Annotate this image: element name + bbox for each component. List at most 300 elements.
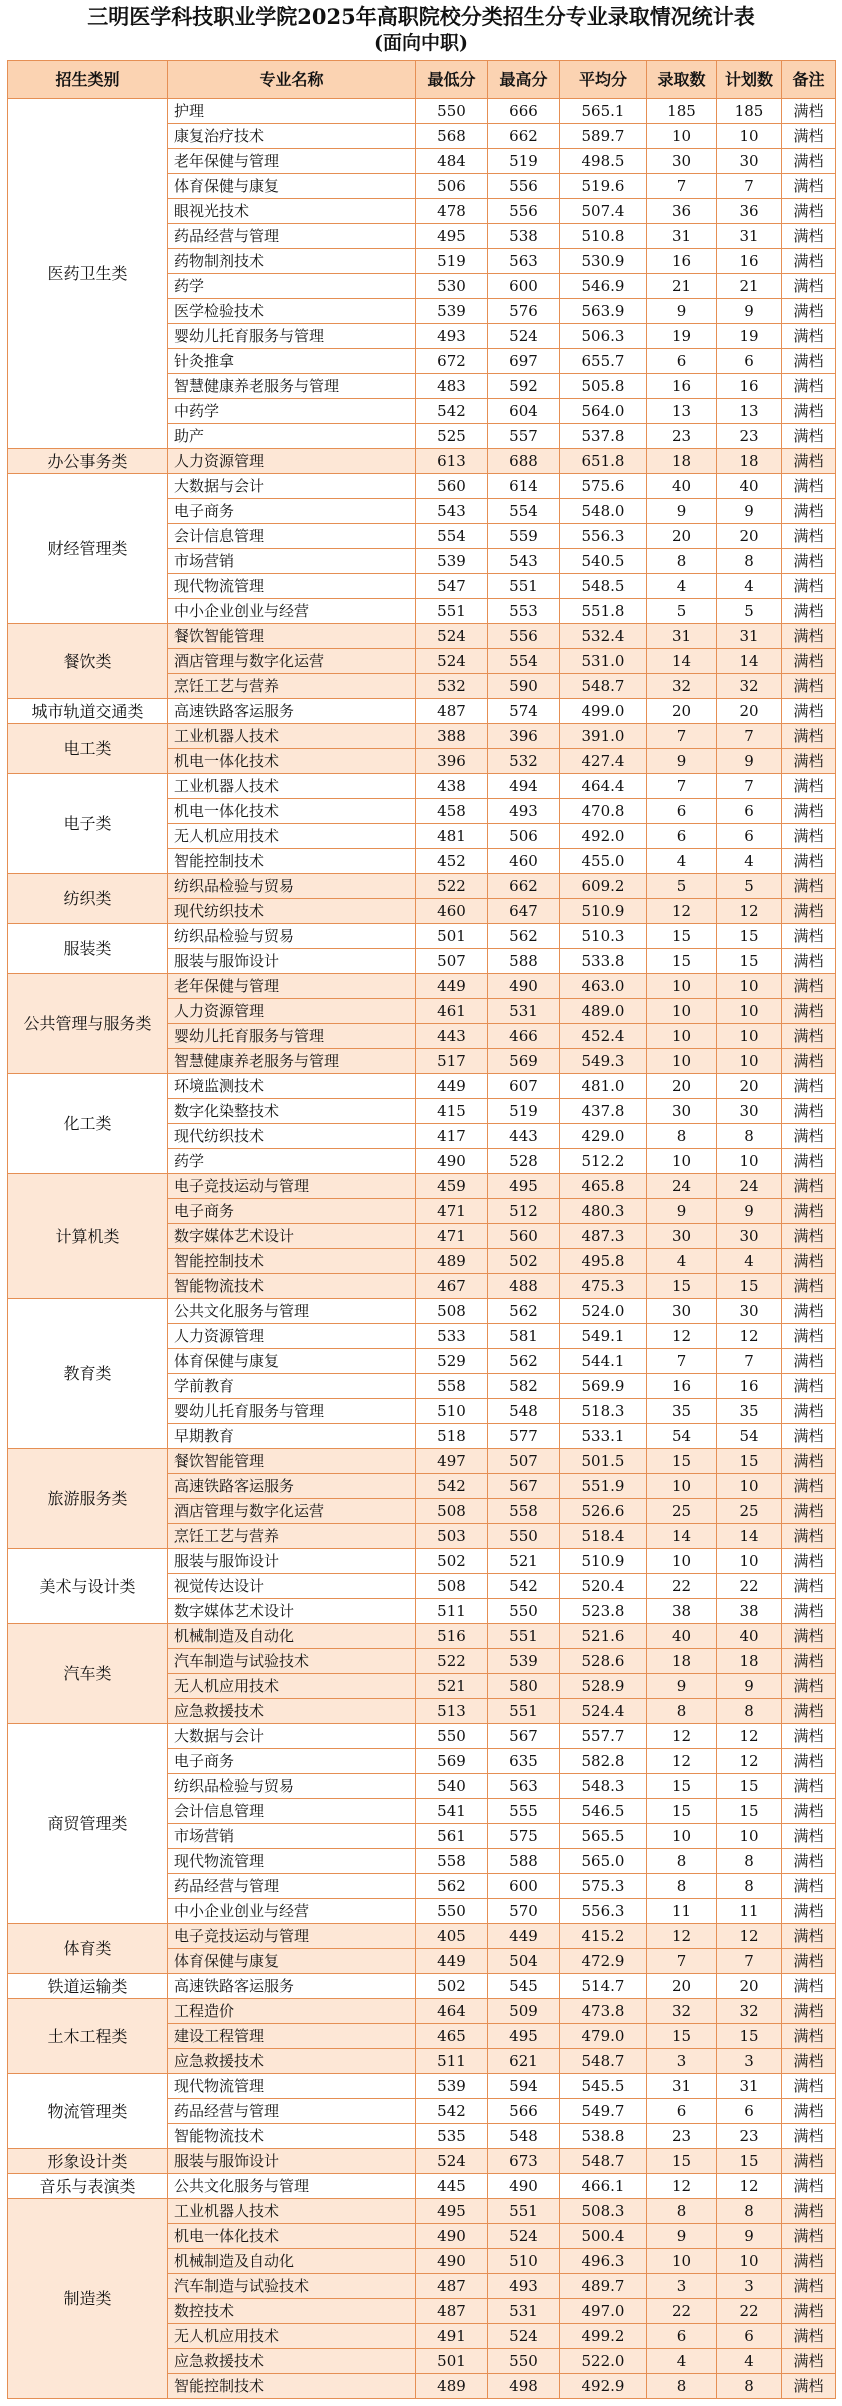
- category-cell: 公共管理与服务类: [8, 974, 168, 1074]
- remark-cell: 满档: [782, 2149, 836, 2174]
- admitted-count-cell: 32: [647, 674, 717, 699]
- major-name-cell: 餐饮智能管理: [168, 624, 416, 649]
- max-score-cell: 545: [488, 1974, 560, 1999]
- major-name-cell: 婴幼儿托育服务与管理: [168, 1399, 416, 1424]
- admitted-count-cell: 15: [647, 1274, 717, 1299]
- major-name-cell: 人力资源管理: [168, 449, 416, 474]
- major-name-cell: 无人机应用技术: [168, 2324, 416, 2349]
- planned-count-cell: 8: [717, 1699, 782, 1724]
- avg-score-cell: 489.7: [560, 2274, 647, 2299]
- max-score-cell: 493: [488, 2274, 560, 2299]
- avg-score-cell: 479.0: [560, 2024, 647, 2049]
- min-score-cell: 497: [416, 1449, 488, 1474]
- admitted-count-cell: 30: [647, 1299, 717, 1324]
- remark-cell: 满档: [782, 1099, 836, 1124]
- major-name-cell: 纺织品检验与贸易: [168, 1774, 416, 1799]
- min-score-cell: 519: [416, 249, 488, 274]
- min-score-cell: 511: [416, 1599, 488, 1624]
- admitted-count-cell: 6: [647, 799, 717, 824]
- major-name-cell: 无人机应用技术: [168, 824, 416, 849]
- remark-cell: 满档: [782, 2324, 836, 2349]
- admitted-count-cell: 21: [647, 274, 717, 299]
- planned-count-cell: 38: [717, 1599, 782, 1624]
- min-score-cell: 539: [416, 2074, 488, 2099]
- remark-cell: 满档: [782, 199, 836, 224]
- max-score-cell: 396: [488, 724, 560, 749]
- admitted-count-cell: 12: [647, 1924, 717, 1949]
- remark-cell: 满档: [782, 724, 836, 749]
- min-score-cell: 495: [416, 2199, 488, 2224]
- max-score-cell: 543: [488, 549, 560, 574]
- avg-score-cell: 499.2: [560, 2324, 647, 2349]
- planned-count-cell: 5: [717, 599, 782, 624]
- admitted-count-cell: 16: [647, 374, 717, 399]
- admitted-count-cell: 8: [647, 1124, 717, 1149]
- category-cell: 美术与设计类: [8, 1549, 168, 1624]
- major-name-cell: 智慧健康养老服务与管理: [168, 1049, 416, 1074]
- avg-score-cell: 531.0: [560, 649, 647, 674]
- max-score-cell: 562: [488, 924, 560, 949]
- max-score-cell: 528: [488, 1149, 560, 1174]
- avg-score-cell: 557.7: [560, 1724, 647, 1749]
- min-score-cell: 530: [416, 274, 488, 299]
- planned-count-cell: 6: [717, 799, 782, 824]
- admitted-count-cell: 9: [647, 1199, 717, 1224]
- max-score-cell: 539: [488, 1649, 560, 1674]
- category-cell: 医药卫生类: [8, 99, 168, 449]
- min-score-cell: 551: [416, 599, 488, 624]
- max-score-cell: 548: [488, 1399, 560, 1424]
- admitted-count-cell: 12: [647, 1749, 717, 1774]
- min-score-cell: 495: [416, 224, 488, 249]
- admitted-count-cell: 9: [647, 499, 717, 524]
- avg-score-cell: 481.0: [560, 1074, 647, 1099]
- major-name-cell: 服装与服饰设计: [168, 949, 416, 974]
- admitted-count-cell: 20: [647, 524, 717, 549]
- avg-score-cell: 519.6: [560, 174, 647, 199]
- min-score-cell: 568: [416, 124, 488, 149]
- admitted-count-cell: 7: [647, 1349, 717, 1374]
- major-name-cell: 烹饪工艺与营养: [168, 674, 416, 699]
- remark-cell: 满档: [782, 2224, 836, 2249]
- min-score-cell: 501: [416, 2349, 488, 2374]
- planned-count-cell: 7: [717, 174, 782, 199]
- min-score-cell: 508: [416, 1574, 488, 1599]
- admitted-count-cell: 10: [647, 1049, 717, 1074]
- max-score-cell: 558: [488, 1499, 560, 1524]
- admitted-count-cell: 8: [647, 1874, 717, 1899]
- avg-score-cell: 492.9: [560, 2374, 647, 2399]
- max-score-cell: 600: [488, 1874, 560, 1899]
- remark-cell: 满档: [782, 1149, 836, 1174]
- admitted-count-cell: 35: [647, 1399, 717, 1424]
- max-score-cell: 531: [488, 999, 560, 1024]
- major-name-cell: 体育保健与康复: [168, 1949, 416, 1974]
- remark-cell: 满档: [782, 1799, 836, 1824]
- max-score-cell: 588: [488, 1849, 560, 1874]
- planned-count-cell: 8: [717, 1874, 782, 1899]
- max-score-cell: 563: [488, 1774, 560, 1799]
- major-name-cell: 电子竞技运动与管理: [168, 1924, 416, 1949]
- remark-cell: 满档: [782, 99, 836, 124]
- major-name-cell: 康复治疗技术: [168, 124, 416, 149]
- remark-cell: 满档: [782, 1849, 836, 1874]
- min-score-cell: 459: [416, 1174, 488, 1199]
- remark-cell: 满档: [782, 2274, 836, 2299]
- planned-count-cell: 20: [717, 699, 782, 724]
- admitted-count-cell: 20: [647, 1074, 717, 1099]
- min-score-cell: 490: [416, 2224, 488, 2249]
- major-name-cell: 机电一体化技术: [168, 749, 416, 774]
- remark-cell: 满档: [782, 1374, 836, 1399]
- remark-cell: 满档: [782, 1949, 836, 1974]
- remark-cell: 满档: [782, 2124, 836, 2149]
- admitted-count-cell: 8: [647, 2199, 717, 2224]
- min-score-cell: 561: [416, 1824, 488, 1849]
- planned-count-cell: 10: [717, 1474, 782, 1499]
- avg-score-cell: 464.4: [560, 774, 647, 799]
- min-score-cell: 449: [416, 1949, 488, 1974]
- category-cell: 餐饮类: [8, 624, 168, 699]
- min-score-cell: 452: [416, 849, 488, 874]
- planned-count-cell: 9: [717, 1199, 782, 1224]
- planned-count-cell: 20: [717, 1074, 782, 1099]
- remark-cell: 满档: [782, 1649, 836, 1674]
- table-row: [8, 1999, 836, 2024]
- planned-count-cell: 15: [717, 949, 782, 974]
- admitted-count-cell: 7: [647, 724, 717, 749]
- table-row: [8, 874, 836, 899]
- planned-count-cell: 8: [717, 1849, 782, 1874]
- min-score-cell: 558: [416, 1374, 488, 1399]
- avg-score-cell: 563.9: [560, 299, 647, 324]
- planned-count-cell: 18: [717, 449, 782, 474]
- min-score-cell: 508: [416, 1299, 488, 1324]
- planned-count-cell: 7: [717, 724, 782, 749]
- min-score-cell: 554: [416, 524, 488, 549]
- avg-score-cell: 556.3: [560, 1899, 647, 1924]
- min-score-cell: 506: [416, 174, 488, 199]
- avg-score-cell: 463.0: [560, 974, 647, 999]
- avg-score-cell: 589.7: [560, 124, 647, 149]
- min-score-cell: 438: [416, 774, 488, 799]
- category-cell: 化工类: [8, 1074, 168, 1174]
- max-score-cell: 519: [488, 149, 560, 174]
- min-score-cell: 491: [416, 2324, 488, 2349]
- planned-count-cell: 4: [717, 849, 782, 874]
- admitted-count-cell: 10: [647, 1549, 717, 1574]
- avg-score-cell: 500.4: [560, 2224, 647, 2249]
- admitted-count-cell: 9: [647, 299, 717, 324]
- planned-count-cell: 15: [717, 1774, 782, 1799]
- major-name-cell: 机电一体化技术: [168, 2224, 416, 2249]
- avg-score-cell: 475.3: [560, 1274, 647, 1299]
- major-name-cell: 早期教育: [168, 1424, 416, 1449]
- remark-cell: 满档: [782, 2349, 836, 2374]
- major-name-cell: 药品经营与管理: [168, 224, 416, 249]
- table-row: [8, 1924, 836, 1949]
- major-name-cell: 药品经营与管理: [168, 1874, 416, 1899]
- max-score-cell: 550: [488, 1599, 560, 1624]
- remark-cell: 满档: [782, 874, 836, 899]
- category-cell: 形象设计类: [8, 2149, 168, 2174]
- max-score-cell: 554: [488, 499, 560, 524]
- max-score-cell: 582: [488, 1374, 560, 1399]
- max-score-cell: 666: [488, 99, 560, 124]
- table-row: [8, 1074, 836, 1099]
- remark-cell: 满档: [782, 1499, 836, 1524]
- max-score-cell: 507: [488, 1449, 560, 1474]
- min-score-cell: 449: [416, 974, 488, 999]
- min-score-cell: 490: [416, 2249, 488, 2274]
- planned-count-cell: 15: [717, 924, 782, 949]
- admitted-count-cell: 9: [647, 2224, 717, 2249]
- planned-count-cell: 185: [717, 99, 782, 124]
- remark-cell: 满档: [782, 174, 836, 199]
- planned-count-cell: 4: [717, 1249, 782, 1274]
- avg-score-cell: 452.4: [560, 1024, 647, 1049]
- document-subtitle: (面向中职): [374, 32, 468, 54]
- min-score-cell: 483: [416, 374, 488, 399]
- remark-cell: 满档: [782, 1724, 836, 1749]
- major-name-cell: 中药学: [168, 399, 416, 424]
- max-score-cell: 504: [488, 1949, 560, 1974]
- table-row: [8, 974, 836, 999]
- avg-score-cell: 518.3: [560, 1399, 647, 1424]
- category-cell: 电子类: [8, 774, 168, 874]
- avg-score-cell: 548.5: [560, 574, 647, 599]
- min-score-cell: 518: [416, 1424, 488, 1449]
- max-score-cell: 600: [488, 274, 560, 299]
- avg-score-cell: 565.1: [560, 99, 647, 124]
- admitted-count-cell: 40: [647, 1624, 717, 1649]
- min-score-cell: 525: [416, 424, 488, 449]
- admitted-count-cell: 10: [647, 1024, 717, 1049]
- avg-score-cell: 546.5: [560, 1799, 647, 1824]
- remark-cell: 满档: [782, 899, 836, 924]
- table-row: [8, 1974, 836, 1999]
- max-score-cell: 576: [488, 299, 560, 324]
- remark-cell: 满档: [782, 1124, 836, 1149]
- admitted-count-cell: 23: [647, 2124, 717, 2149]
- max-score-cell: 567: [488, 1724, 560, 1749]
- major-name-cell: 护理: [168, 99, 416, 124]
- min-score-cell: 522: [416, 874, 488, 899]
- major-name-cell: 服装与服饰设计: [168, 2149, 416, 2174]
- min-score-cell: 460: [416, 899, 488, 924]
- major-name-cell: 现代物流管理: [168, 574, 416, 599]
- remark-cell: 满档: [782, 624, 836, 649]
- min-score-cell: 484: [416, 149, 488, 174]
- admitted-count-cell: 3: [647, 2049, 717, 2074]
- max-score-cell: 490: [488, 974, 560, 999]
- remark-cell: 满档: [782, 2024, 836, 2049]
- table-row: [8, 924, 836, 949]
- admitted-count-cell: 7: [647, 1949, 717, 1974]
- avg-score-cell: 528.9: [560, 1674, 647, 1699]
- major-name-cell: 针灸推拿: [168, 349, 416, 374]
- max-score-cell: 494: [488, 774, 560, 799]
- major-name-cell: 机电一体化技术: [168, 799, 416, 824]
- min-score-cell: 522: [416, 1649, 488, 1674]
- remark-cell: 满档: [782, 474, 836, 499]
- major-name-cell: 高速铁路客运服务: [168, 1474, 416, 1499]
- admitted-count-cell: 6: [647, 349, 717, 374]
- max-score-cell: 490: [488, 2174, 560, 2199]
- category-cell: 计算机类: [8, 1174, 168, 1299]
- max-score-cell: 574: [488, 699, 560, 724]
- table-row: [8, 2074, 836, 2099]
- admitted-count-cell: 31: [647, 624, 717, 649]
- admitted-count-cell: 8: [647, 1849, 717, 1874]
- category-cell: 旅游服务类: [8, 1449, 168, 1549]
- planned-count-cell: 30: [717, 1099, 782, 1124]
- admitted-count-cell: 22: [647, 2299, 717, 2324]
- avg-score-cell: 522.0: [560, 2349, 647, 2374]
- table-row: [8, 1549, 836, 1574]
- avg-score-cell: 492.0: [560, 824, 647, 849]
- min-score-cell: 516: [416, 1624, 488, 1649]
- remark-cell: 满档: [782, 1424, 836, 1449]
- max-score-cell: 662: [488, 874, 560, 899]
- remark-cell: 满档: [782, 1924, 836, 1949]
- avg-score-cell: 533.8: [560, 949, 647, 974]
- major-name-cell: 餐饮智能管理: [168, 1449, 416, 1474]
- avg-score-cell: 549.7: [560, 2099, 647, 2124]
- planned-count-cell: 4: [717, 2349, 782, 2374]
- avg-score-cell: 480.3: [560, 1199, 647, 1224]
- admitted-count-cell: 5: [647, 599, 717, 624]
- admitted-count-cell: 15: [647, 1449, 717, 1474]
- avg-score-cell: 506.3: [560, 324, 647, 349]
- remark-cell: 满档: [782, 2299, 836, 2324]
- planned-count-cell: 3: [717, 2049, 782, 2074]
- avg-score-cell: 551.9: [560, 1474, 647, 1499]
- planned-count-cell: 6: [717, 824, 782, 849]
- remark-cell: 满档: [782, 2049, 836, 2074]
- avg-score-cell: 548.7: [560, 2149, 647, 2174]
- remark-cell: 满档: [782, 749, 836, 774]
- min-score-cell: 543: [416, 499, 488, 524]
- max-score-cell: 556: [488, 174, 560, 199]
- planned-count-cell: 14: [717, 649, 782, 674]
- min-score-cell: 535: [416, 2124, 488, 2149]
- table-row: [8, 624, 836, 649]
- min-score-cell: 458: [416, 799, 488, 824]
- remark-cell: 满档: [782, 224, 836, 249]
- category-cell: 纺织类: [8, 874, 168, 924]
- major-name-cell: 人力资源管理: [168, 999, 416, 1024]
- min-score-cell: 471: [416, 1199, 488, 1224]
- category-cell: 体育类: [8, 1924, 168, 1974]
- category-cell: 商贸管理类: [8, 1724, 168, 1924]
- min-score-cell: 539: [416, 299, 488, 324]
- planned-count-cell: 24: [717, 1174, 782, 1199]
- admitted-count-cell: 16: [647, 1374, 717, 1399]
- admitted-count-cell: 10: [647, 974, 717, 999]
- min-score-cell: 513: [416, 1699, 488, 1724]
- min-score-cell: 405: [416, 1924, 488, 1949]
- min-score-cell: 415: [416, 1099, 488, 1124]
- planned-count-cell: 21: [717, 274, 782, 299]
- max-score-cell: 560: [488, 1224, 560, 1249]
- category-cell: 财经管理类: [8, 474, 168, 624]
- document-title: 三明医学科技职业学院2025年高职院校分类招生分专业录取情况统计表: [87, 4, 755, 29]
- avg-score-cell: 455.0: [560, 849, 647, 874]
- planned-count-cell: 40: [717, 474, 782, 499]
- min-score-cell: 541: [416, 1799, 488, 1824]
- avg-score-cell: 538.8: [560, 2124, 647, 2149]
- remark-cell: 满档: [782, 799, 836, 824]
- planned-count-cell: 10: [717, 1549, 782, 1574]
- min-score-cell: 672: [416, 349, 488, 374]
- table-row: [8, 99, 836, 124]
- planned-count-cell: 9: [717, 749, 782, 774]
- remark-cell: 满档: [782, 1399, 836, 1424]
- min-score-cell: 550: [416, 1899, 488, 1924]
- major-name-cell: 应急救援技术: [168, 2349, 416, 2374]
- major-name-cell: 会计信息管理: [168, 524, 416, 549]
- max-score-cell: 495: [488, 2024, 560, 2049]
- max-score-cell: 673: [488, 2149, 560, 2174]
- remark-cell: 满档: [782, 1824, 836, 1849]
- planned-count-cell: 11: [717, 1899, 782, 1924]
- table-row: [8, 449, 836, 474]
- major-name-cell: 现代纺织技术: [168, 1124, 416, 1149]
- admitted-count-cell: 30: [647, 149, 717, 174]
- admitted-count-cell: 6: [647, 824, 717, 849]
- avg-score-cell: 544.1: [560, 1349, 647, 1374]
- category-cell: 服装类: [8, 924, 168, 974]
- max-score-cell: 570: [488, 1899, 560, 1924]
- admitted-count-cell: 4: [647, 849, 717, 874]
- avg-score-cell: 510.9: [560, 899, 647, 924]
- remark-cell: 满档: [782, 1274, 836, 1299]
- major-name-cell: 工业机器人技术: [168, 2199, 416, 2224]
- planned-count-cell: 12: [717, 1749, 782, 1774]
- admitted-count-cell: 10: [647, 124, 717, 149]
- table-row: [8, 724, 836, 749]
- max-score-cell: 607: [488, 1074, 560, 1099]
- major-name-cell: 数字化染整技术: [168, 1099, 416, 1124]
- max-score-cell: 509: [488, 1999, 560, 2024]
- planned-count-cell: 10: [717, 1024, 782, 1049]
- major-name-cell: 药品经营与管理: [168, 2099, 416, 2124]
- admitted-count-cell: 8: [647, 549, 717, 574]
- min-score-cell: 396: [416, 749, 488, 774]
- min-score-cell: 524: [416, 624, 488, 649]
- min-score-cell: 487: [416, 699, 488, 724]
- max-score-cell: 538: [488, 224, 560, 249]
- min-score-cell: 471: [416, 1224, 488, 1249]
- header-admitted: 录取数: [647, 61, 717, 99]
- admitted-count-cell: 9: [647, 749, 717, 774]
- avg-score-cell: 540.5: [560, 549, 647, 574]
- major-name-cell: 体育保健与康复: [168, 1349, 416, 1374]
- major-name-cell: 公共文化服务与管理: [168, 1299, 416, 1324]
- max-score-cell: 647: [488, 899, 560, 924]
- remark-cell: 满档: [782, 324, 836, 349]
- avg-score-cell: 565.0: [560, 1849, 647, 1874]
- remark-cell: 满档: [782, 1324, 836, 1349]
- planned-count-cell: 12: [717, 1724, 782, 1749]
- avg-score-cell: 575.6: [560, 474, 647, 499]
- max-score-cell: 460: [488, 849, 560, 874]
- avg-score-cell: 510.8: [560, 224, 647, 249]
- admitted-count-cell: 14: [647, 1524, 717, 1549]
- planned-count-cell: 7: [717, 774, 782, 799]
- admitted-count-cell: 16: [647, 249, 717, 274]
